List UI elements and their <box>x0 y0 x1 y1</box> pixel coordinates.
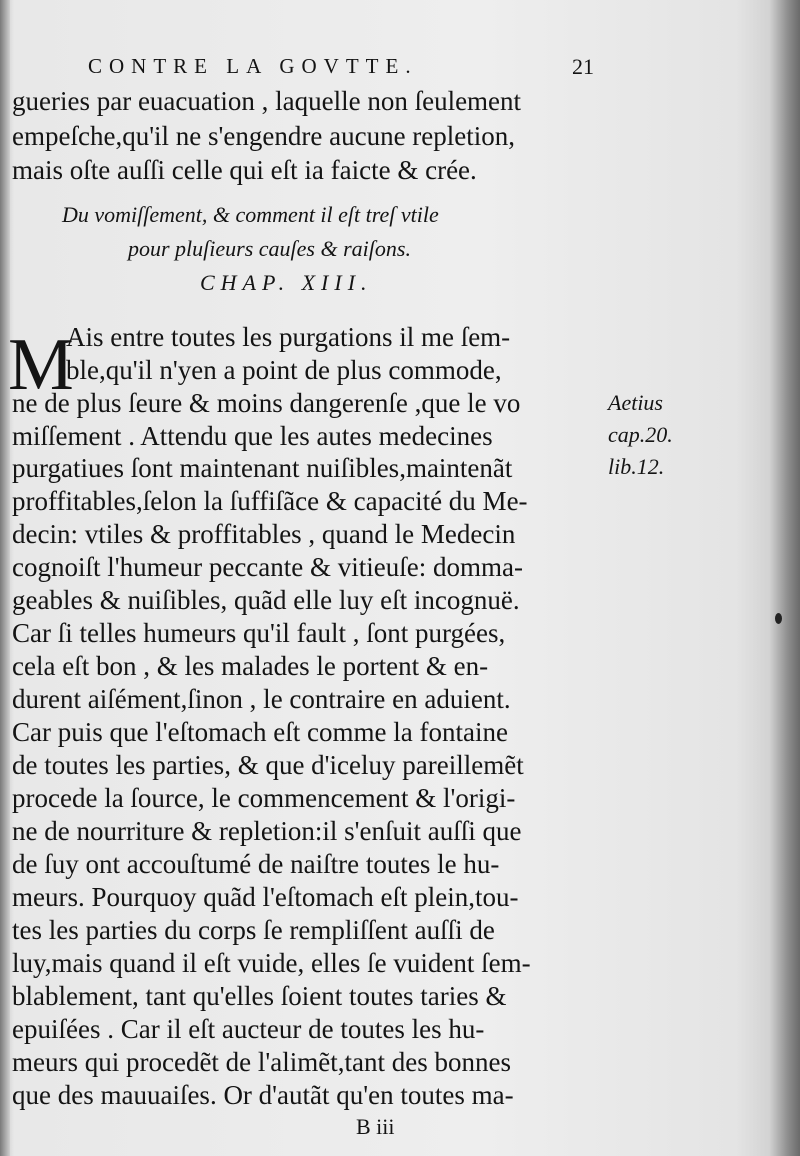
body-line: proffitables,ſelon la ſuffiſãce & capacité du Me- <box>12 486 528 516</box>
signature-mark: B iii <box>356 1114 395 1139</box>
body-line: blablement, tant qu'elles ſoient toutes taries & <box>12 981 507 1011</box>
ink-spot <box>775 613 782 624</box>
body-line: meurs qui procedẽt de l'alimẽt,tant des bonnes <box>12 1047 511 1077</box>
margin-note-book: lib.12. <box>608 454 665 479</box>
body-line: de ſuy ont accouſtumé de naiſtre toutes le hu- <box>12 849 500 879</box>
body-line: procede la ſource, le commencement & l'origi- <box>12 783 516 813</box>
body-line: tes les parties du corps ſe rempliſſent auſſi de <box>12 915 495 945</box>
margin-note-chapter: cap.20. <box>608 422 673 447</box>
body-line: que des mauuaiſes. Or d'autãt qu'en toutes ma- <box>12 1080 514 1110</box>
intro-line: empeſche,qu'il ne s'engendre aucune repletion, <box>12 121 516 151</box>
body-line: de toutes les parties, & que d'iceluy pareillemẽt <box>12 750 524 780</box>
body-line: cela eſt bon , & les malades le portent & en- <box>12 651 489 681</box>
body-line: Ais entre toutes les purgations il me ſem- <box>66 322 511 352</box>
body-line: ne de plus ſeure & moins dangerenſe ,que le vo <box>12 388 521 418</box>
page-number: 21 <box>572 54 594 79</box>
body-line: ne de nourriture & repletion:il s'enſuit auſſi que <box>12 816 522 846</box>
chapter-title-line-1: Du vomiſſement, & comment il eſt treſ vtile <box>62 202 439 227</box>
body-line: luy,mais quand il eſt vuide, elles ſe vuident ſem- <box>12 948 531 978</box>
body-line: epuiſées . Car il eſt aucteur de toutes les hu- <box>12 1014 485 1044</box>
body-line: meurs. Pourquoy quãd l'eſtomach eſt plein,tou- <box>12 882 519 912</box>
body-line: decin: vtiles & proffitables , quand le Medecin <box>12 519 516 549</box>
body-line: cognoiſt l'humeur peccante & vitieuſe: domma- <box>12 552 523 582</box>
running-header: CONTRE LA GOVTTE. <box>88 54 418 78</box>
chapter-number: CHAP. XIII. <box>200 270 373 295</box>
chapter-title-line-2: pour pluſieurs cauſes & raiſons. <box>128 236 411 261</box>
body-line: Car puis que l'eſtomach eſt comme la fontaine <box>12 717 508 747</box>
body-line: purgatiues ſont maintenant nuiſibles,maintenãt <box>12 453 513 483</box>
margin-note-author: Aetius <box>608 390 663 415</box>
page-right-edge <box>770 0 800 1156</box>
body-line: ble,qu'il n'yen a point de plus commode, <box>66 355 502 385</box>
drop-capital: M <box>8 324 74 406</box>
body-line: durent aiſément,ſinon , le contraire en aduient. <box>12 684 511 714</box>
body-line: miſſement . Attendu que les autes medecines <box>12 421 493 451</box>
page-left-gutter <box>0 0 10 1156</box>
intro-line: gueries par euacuation , laquelle non ſeulement <box>12 86 522 116</box>
body-line: Car ſi telles humeurs qu'il fault , ſont purgées, <box>12 618 506 648</box>
body-line: geables & nuiſibles, quãd elle luy eſt incognuë. <box>12 585 520 615</box>
intro-line: mais oſte auſſi celle qui eſt ia faicte & crée. <box>12 155 477 185</box>
